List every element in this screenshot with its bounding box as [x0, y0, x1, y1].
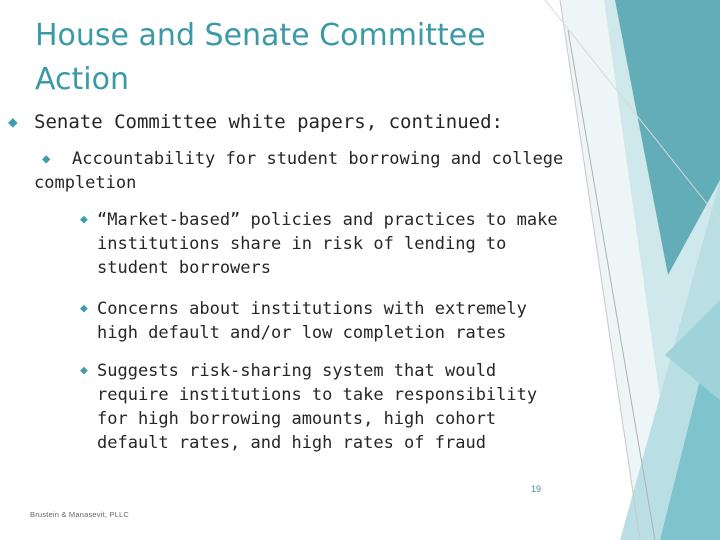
slide-title: House and Senate Committee Action	[35, 18, 486, 97]
diamond-bullet-icon: ◆	[80, 363, 88, 378]
diamond-bullet-icon: ◆	[80, 212, 88, 227]
bullet-level3-text: Concerns about institutions with extremely high default and/or low completion rates	[97, 299, 527, 343]
bullet-level2-text: Accountability for student borrowing and college completion	[34, 149, 564, 193]
bullet-level1-text: Senate Committee white papers, continued:	[34, 111, 503, 133]
bullet-level2	[34, 147, 574, 195]
bullet-level3-item	[80, 208, 560, 280]
footer-firm-name: Brustein & Manasevit, PLLC	[30, 510, 129, 519]
bullet-level3-item	[80, 359, 560, 455]
diamond-bullet-icon: ◆	[42, 151, 51, 167]
diamond-bullet-icon: ◆	[8, 112, 18, 131]
diamond-bullet-icon: ◆	[80, 301, 88, 316]
bullet-level3-text: Suggests risk-sharing system that would require institutions to take responsibility for high borrowing amounts, high cohort default rates, and high rates of fraud	[97, 361, 538, 453]
bullet-level3-item	[80, 297, 560, 345]
page-number: 19	[530, 484, 541, 494]
bullet-level3-text: “Market-based” policies and practices to make institutions share in risk of lending to student borrowers	[97, 210, 558, 278]
